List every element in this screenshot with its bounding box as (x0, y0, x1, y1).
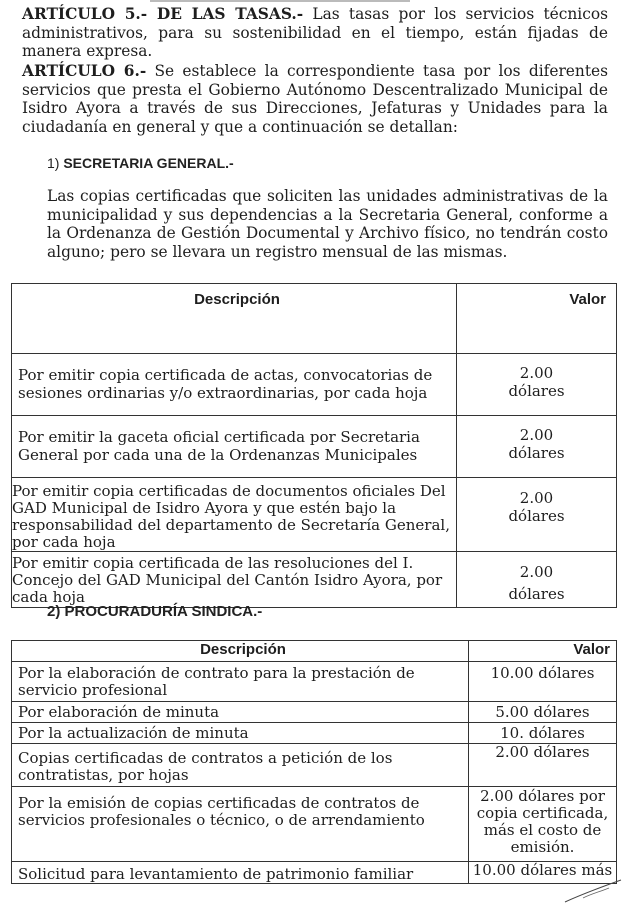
row-description: Por la actualización de minuta (12, 723, 469, 744)
row-value: 2.00 dólares (469, 744, 617, 787)
section-1-paragraph: Las copias certificadas que soliciten las unidades administrativas de la municipalidad y sus dependencias a la Secretaria General, conforme a la Ordenanza de Gestión Documental y Archivo físico, no tendrán costo alguno; pero se llevara un registro mensual de las mismas. (47, 187, 608, 261)
page-top-rule (150, 0, 410, 2)
row-description: Por la elaboración de contrato para la prestación de servicio profesional (12, 662, 469, 702)
secretaria-fees-table (11, 283, 617, 608)
table-row (12, 744, 617, 787)
value-unit: dólares (508, 444, 565, 462)
row-description: Por emitir la gaceta oficial certificada por Secretaria General por cada una de la Ordenanzas Municipales (12, 416, 457, 478)
value-unit: dólares (508, 382, 565, 400)
table-row (12, 354, 617, 416)
row-description: Copias certificadas de contratos a petición de los contratistas, por hojas (12, 744, 469, 787)
row-description: Por elaboración de minuta (12, 702, 469, 723)
table-row (12, 478, 617, 552)
value-amount: 2.00 (519, 364, 554, 382)
table-row (12, 552, 617, 608)
article-5-paragraph (22, 5, 608, 61)
article-6-paragraph (22, 62, 608, 136)
row-value: 2.00 dólares por copia certificada, más el costo de emisión. (469, 787, 617, 862)
section-2-title: 2) PROCURADURÍA SINDICA.- (47, 603, 263, 620)
table-header-row (12, 641, 617, 662)
row-description: Por emitir copia certificada de las resoluciones del I. Concejo del GAD Municipal del Cantón Isidro Ayora, por cada hoja (12, 552, 457, 608)
value-unit: dólares (508, 585, 565, 603)
row-description: Por emitir copia certificadas de documentos oficiales Del GAD Municipal de Isidro Ayora y que estén bajo la responsabilidad del departamento de Secretaría General, por cada hoja (12, 478, 457, 552)
table-row (12, 702, 617, 723)
row-value (457, 354, 617, 416)
row-value (457, 416, 617, 478)
row-value: 10. dólares (469, 723, 617, 744)
header-value: Valor (469, 641, 617, 662)
table-row (12, 416, 617, 478)
section-1-number: 1) (47, 155, 64, 171)
value-amount: 2.00 (519, 426, 554, 444)
row-description: Por la emisión de copias certificadas de contratos de servicios profesionales o técnico, o de arrendamiento (12, 787, 469, 862)
header-description: Descripción (12, 284, 457, 354)
row-value (457, 552, 617, 608)
article-6-text: Se establece la correspondiente tasa por los diferentes servicios que presta el Gobierno Autónomo Descentralizado Municipal de Isidro Ayora a través de sus Direcciones, Jefaturas y Unidades para la ciudadanía en general y que a continuación se detallan: (22, 62, 609, 136)
table-row (12, 862, 617, 884)
article-5-text: Las tasas por los servicios técnicos administrativos, para su sostenibilidad en el tiempo, están fijadas de manera expresa. (22, 5, 608, 61)
row-value (457, 478, 617, 552)
row-value: 5.00 dólares (469, 702, 617, 723)
header-value: Valor (457, 284, 617, 354)
value-amount: 2.00 (519, 563, 554, 581)
signature-scribble (563, 878, 623, 904)
header-description: Descripción (12, 641, 469, 662)
value-amount: 2.00 (519, 489, 554, 507)
table-header-row (12, 284, 617, 354)
table-row (12, 662, 617, 702)
procuraduria-fees-table (11, 640, 617, 884)
table-row (12, 723, 617, 744)
row-value: 10.00 dólares (469, 662, 617, 702)
section-1-heading: SECRETARIA GENERAL.- (63, 155, 234, 171)
row-value: 10.00 dólares más (469, 862, 617, 884)
row-description: Por emitir copia certificada de actas, convocatorias de sesiones ordinarias y/o extraordinarias, por cada hoja (12, 354, 457, 416)
section-1-title (47, 155, 234, 171)
table-row (12, 787, 617, 862)
article-5-heading: ARTÍCULO 5.- DE LAS TASAS.- (22, 5, 304, 23)
value-unit: dólares (508, 507, 565, 525)
row-description: Solicitud para levantamiento de patrimonio familiar (12, 862, 469, 884)
article-6-heading: ARTÍCULO 6.- (22, 62, 147, 80)
